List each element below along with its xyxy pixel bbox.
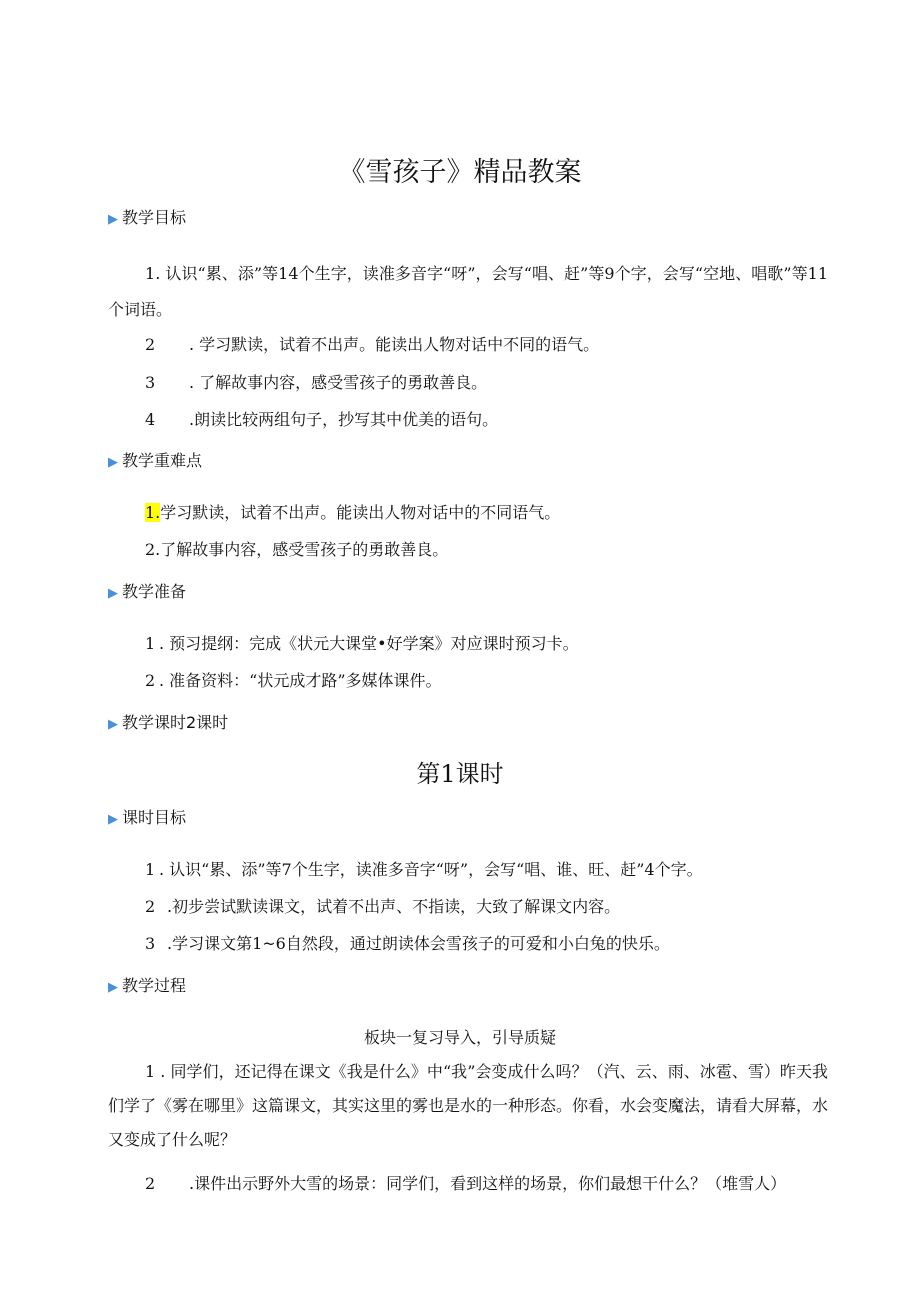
triangle-bullet-icon: ▶ bbox=[108, 717, 118, 732]
keypoint-item-2: 2.了解故事内容，感受雪孩子的勇敢善良。 bbox=[145, 540, 449, 559]
lesson-goal-item-1: 1 . 认识“累、添”等7个生字，读准多音字“呀”，会写“唱、谁、旺、赶”4个字。 bbox=[145, 860, 703, 879]
section-heading-keypoints: ▶ 教学重难点 bbox=[108, 451, 203, 470]
prep-item-1: 1 . 预习提纲：完成《状元大课堂•好学案》对应课时预习卡。 bbox=[145, 634, 579, 653]
process-paragraph-1: 1 . 同学们，还记得在课文《我是什么》中“我”会变成什么吗？（汽、云、雨、冰雹、雪）昨天我们学了《雾在哪里》这篇课文，其实这里的雾也是水的一种形态。你看，水会变魔法，请看大屏幕，水又变成了什么呢？ bbox=[108, 1062, 829, 1149]
triangle-bullet-icon: ▶ bbox=[108, 455, 118, 470]
triangle-bullet-icon: ▶ bbox=[108, 980, 118, 995]
document-title: 《雪孩子》精品教案 bbox=[338, 157, 582, 188]
lesson-title: 第1课时 bbox=[416, 760, 504, 788]
triangle-bullet-icon: ▶ bbox=[108, 812, 118, 827]
section-heading-hours: ▶ 教学课时2课时 bbox=[108, 713, 229, 732]
highlight-mark: 1. bbox=[145, 503, 161, 522]
goal-item-3: 3 . 了解故事内容，感受雪孩子的勇敢善良。 bbox=[145, 373, 488, 392]
keypoint-item-1: 1.学习默读，试着不出声。能读出人物对话中的不同语气。 bbox=[145, 503, 561, 522]
triangle-bullet-icon: ▶ bbox=[108, 212, 118, 227]
goal-item-4: 4 .朗读比较两组句子，抄写其中优美的语句。 bbox=[145, 410, 499, 429]
section-heading-lesson-goals: ▶ 课时目标 bbox=[108, 808, 187, 827]
section-heading-prep: ▶ 教学准备 bbox=[108, 582, 187, 601]
triangle-bullet-icon: ▶ bbox=[108, 586, 118, 601]
goal-item-2: 2 . 学习默读，试着不出声。能读出人物对话中不同的语气。 bbox=[145, 335, 600, 354]
lesson-goal-item-2: 2 .初步尝试默读课文，试着不出声、不指读，大致了解课文内容。 bbox=[145, 897, 621, 916]
section-heading-goals: ▶ 教学目标 bbox=[108, 208, 187, 227]
prep-item-2: 2 . 准备资料：“状元成才路”多媒体课件。 bbox=[145, 671, 442, 690]
section-heading-process: ▶ 教学过程 bbox=[108, 976, 187, 995]
process-paragraph-2: 2 .课件出示野外大雪的场景：同学们，看到这样的场景，你们最想干什么？（堆雪人） bbox=[145, 1174, 787, 1193]
lesson-goal-item-3: 3 .学习课文第1~6自然段，通过朗读体会雪孩子的可爱和小白兔的快乐。 bbox=[145, 934, 670, 953]
goal-item-1: 1. 认识“累、添”等14个生字，读准多音字“呀”，会写“唱、赶”等9个字，会写“空地、唱歌”等11个词语。 bbox=[108, 264, 828, 319]
block-title: 板块一复习导入，引导质疑 bbox=[363, 1028, 556, 1047]
